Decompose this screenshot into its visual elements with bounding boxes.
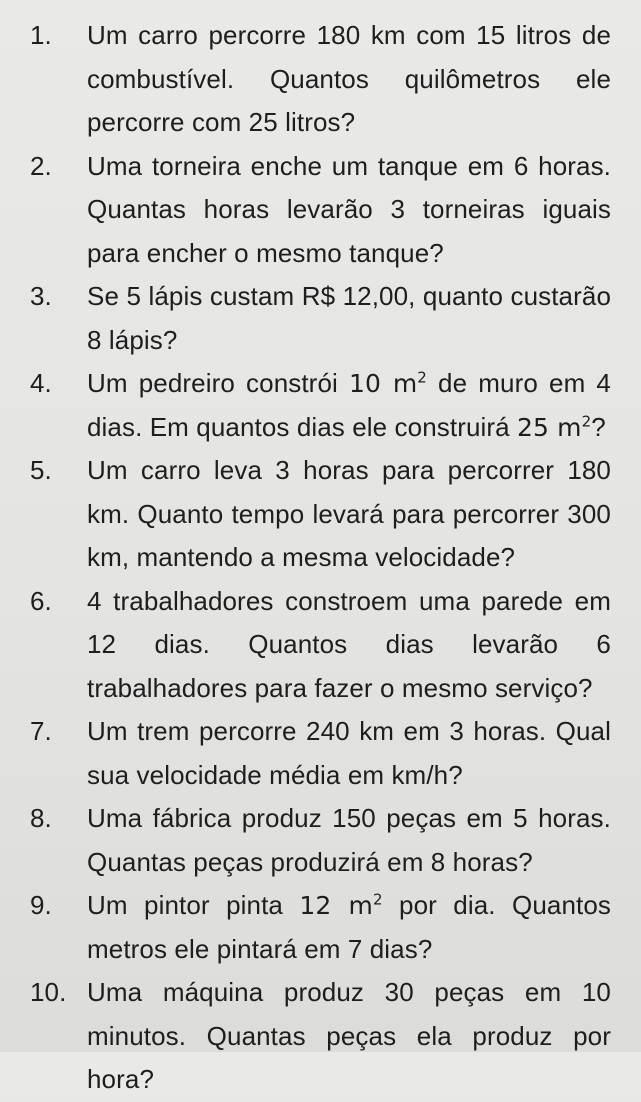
question-number: 1.: [30, 20, 52, 50]
question-text: 4 trabalhadores constroem uma parede em 12 dias. Quantos dias levarão 6 trabalhadores para fazer o mesmo serviço?: [87, 585, 611, 703]
question-text: Uma máquina produz 30 peças em 10 minutos. Quantas peças ela produz por hora?: [87, 977, 611, 1094]
question-text: Uma torneira enche um tanque em 6 horas. Quantas horas levarão 3 torneiras iguais para encher o mesmo tanque?: [87, 150, 611, 268]
question-text-part: Um pedreiro constrói: [87, 368, 349, 398]
question-1: [0, 14, 641, 145]
area-value: [517, 413, 591, 442]
question-text: Um carro percorre 180 km com 15 litros de combustível. Quantos quilômetros ele percorre com 25 litros?: [87, 20, 611, 137]
area-value-base: 25 m: [517, 412, 582, 442]
area-exponent: 2: [581, 412, 592, 431]
question-10: [0, 971, 641, 1102]
question-text: Um trem percorre 240 km em 3 horas. Qual sua velocidade média em km/h?: [87, 716, 611, 790]
question-text-part: ?: [591, 411, 606, 442]
question-number: 6.: [30, 585, 52, 616]
question-text-part: de muro em 4 dias. Em quantos dias ele construirá: [87, 368, 611, 442]
question-number: 8.: [30, 803, 52, 833]
question-number: 7.: [30, 716, 52, 746]
question-8: [0, 797, 641, 884]
area-value-base: 10 m: [348, 369, 418, 398]
question-number: 9.: [30, 890, 52, 920]
question-6: [0, 580, 641, 711]
question-number: 4.: [30, 368, 52, 398]
area-value: [349, 369, 427, 398]
question-number: 2.: [30, 150, 52, 181]
area-value: [299, 891, 382, 920]
question-number: 10.: [30, 977, 67, 1007]
question-7: [0, 710, 641, 797]
area-exponent: 2: [372, 890, 383, 909]
question-text-part: Um pintor pinta: [87, 890, 300, 920]
question-number: 5.: [30, 455, 52, 485]
question-text: Uma fábrica produz 150 peças em 5 horas. Quantas peças produzirá em 8 horas?: [87, 803, 611, 877]
question-text: Se 5 lápis custam R$ 12,00, quanto custarão 8 lápis?: [87, 281, 611, 355]
question-text: Um carro leva 3 horas para percorrer 180 km. Quanto tempo levará para percorrer 300 km, mantendo a mesma velocidade?: [87, 455, 611, 572]
question-9: [0, 884, 641, 971]
question-number: 3.: [30, 281, 52, 311]
question-2: [0, 145, 641, 276]
question-text-part: por dia. Quantos metros ele pintará em 7 dias?: [87, 890, 611, 964]
question-4: [0, 362, 641, 449]
area-value-base: 12 m: [299, 891, 373, 920]
question-3: [0, 275, 641, 362]
question-5: [0, 449, 641, 580]
area-exponent: 2: [417, 368, 427, 387]
